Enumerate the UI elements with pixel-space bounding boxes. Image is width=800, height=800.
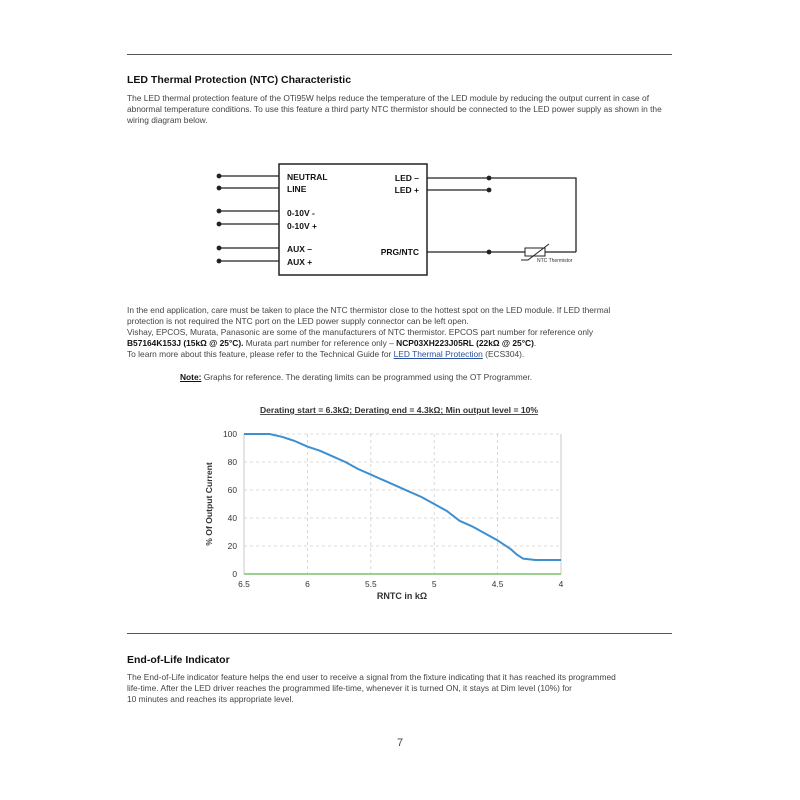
chart-grid [244,434,561,574]
chart-y-label: % Of Output Current [204,462,214,546]
output-current-line [244,434,561,560]
section-divider-rule [127,633,672,634]
ntc-thermistor-label: NTC Thermistor [537,258,573,264]
ntc-application-paragraph [127,305,672,360]
label-prg-ntc: PRG/NTC [380,247,419,257]
x-tick-label: 5.5 [364,579,377,589]
chart-title: Derating start = 6.3kΩ; Derating end = 4.3kΩ; Min output level = 10% [259,405,539,415]
eol-line2: life-time. After the LED driver reaches the programmed life-time, whenever it is turned ON, it stays at Dim level (10%) for [127,683,572,693]
x-tick-label: 4.5 [491,579,504,589]
para2-line3: Vishay, EPCOS, Murata, Panasonic are some of the manufacturers of NTC thermistor. EPCOS part number for reference only [127,327,594,337]
page-number: 7 [396,737,404,749]
eol-line1: The End-of-Life indicator feature helps the end user to receive a signal from the fixture indicating that it has reached its programmed [127,672,616,682]
note-label: Note: [180,372,202,382]
y-tick-label: 20 [227,541,237,551]
eol-section-heading: End-of-Life Indicator [127,654,230,666]
led-thermal-protection-link[interactable]: LED Thermal Protection [393,349,483,359]
murata-part-number: NCP03XH223J05RL (22kΩ @ 25°C) [396,338,534,348]
murata-end: . [533,338,537,348]
label-line: LINE [287,184,307,194]
label-led-minus: LED – [394,173,419,183]
label-aux-minus: AUX – [287,244,313,254]
wiring-diagram [0,140,800,300]
input-terminals [217,174,222,264]
murata-text: Murata part number for reference only – [243,338,397,348]
label-dim-plus: 0-10V + [287,221,318,231]
note-text: Graphs for reference. The derating limits can be programmed using the OT Programmer. [201,372,533,382]
y-tick-label: 40 [227,513,237,523]
output-wires [427,178,576,252]
eol-line3: 10 minutes and reaches its appropriate level. [127,694,294,704]
guide-suffix: (ECS304). [482,349,525,359]
y-tick-label: 60 [227,485,237,495]
label-aux-plus: AUX + [287,257,313,267]
chart-series [244,434,561,574]
x-tick-label: 6 [305,579,310,589]
output-terminals [487,176,492,255]
ntc-section-heading: LED Thermal Protection (NTC) Characteristic [127,74,352,86]
label-led-plus: LED + [394,185,419,195]
chart-x-label: RNTC in kΩ [376,591,428,601]
guide-prefix: To learn more about this feature, please refer to the Technical Guide for [127,349,394,359]
input-wires [219,176,279,261]
y-tick-label: 80 [227,457,237,467]
top-rule [127,54,672,55]
x-tick-label: 6.5 [238,579,250,589]
para2-line1: In the end application, care must be taken to place the NTC thermistor close to the hottest spot on the LED module. If LED thermal [127,305,611,315]
chart-axes [244,434,561,574]
graph-note [180,372,532,382]
epcos-part-number: B57164K153J (15kΩ @ 25°C). [127,338,244,348]
derating-chart [0,395,800,615]
x-tick-label: 4 [558,579,564,589]
y-tick-label: 0 [232,569,237,579]
label-neutral: NEUTRAL [287,172,328,182]
label-dim-minus: 0-10V - [287,208,315,218]
x-tick-label: 5 [431,579,437,589]
ntc-intro-paragraph: The LED thermal protection feature of the OTi95W helps reduce the temperature of the LED module by reducing the output current in case of abnormal temperature conditions. To use this feature a third party NTC thermistor should be connected to the LED power supply as shown in the wiring diagram below. [127,93,662,125]
y-tick-label: 100 [223,429,237,439]
eol-paragraph [127,672,672,705]
chart-ticks [223,429,564,589]
para2-line2: protection is not required the NTC port on the LED power supply connector can be left open. [127,316,469,326]
